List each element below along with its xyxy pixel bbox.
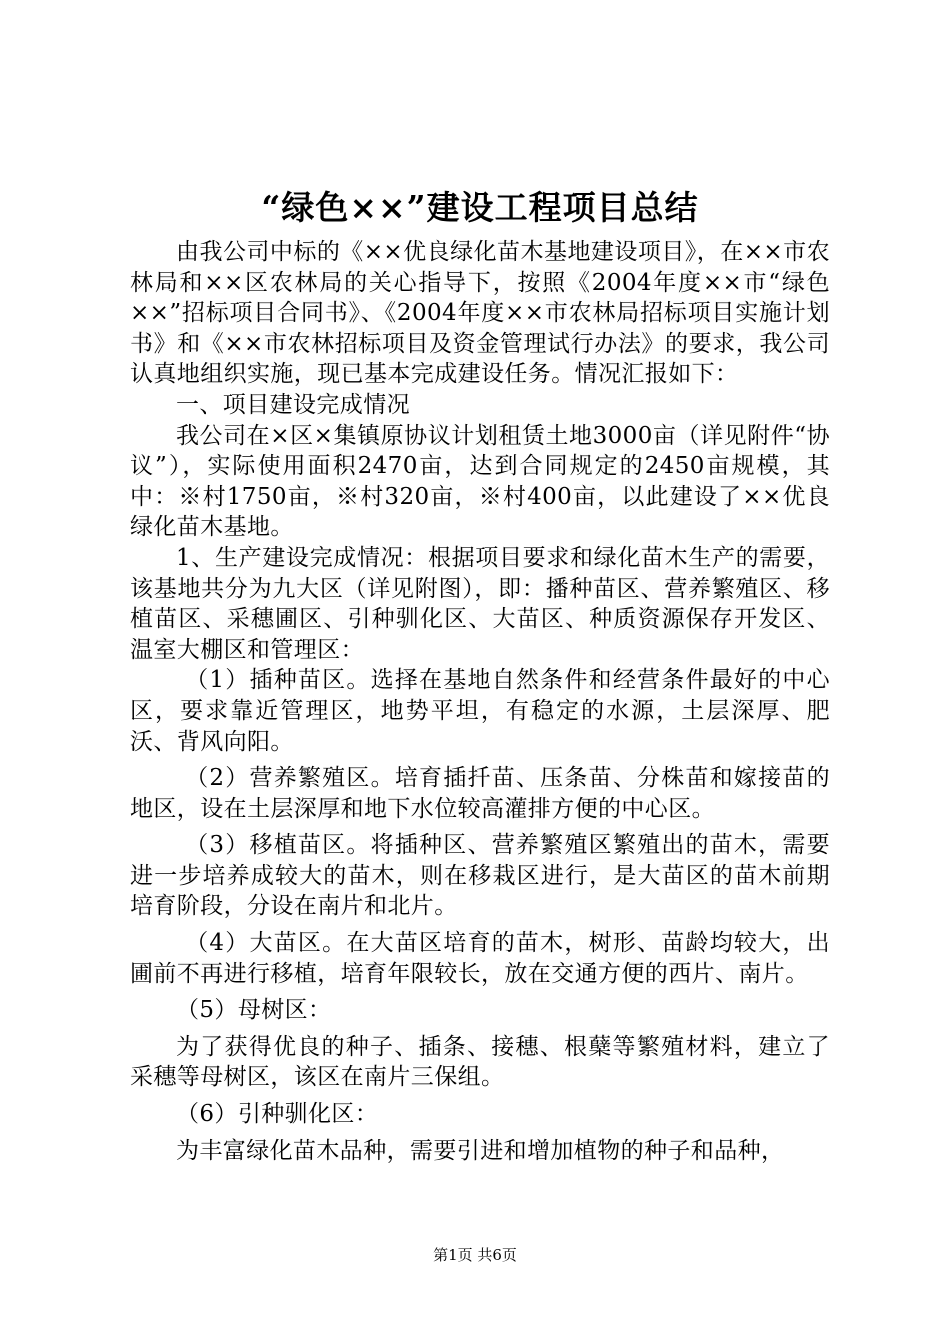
zone-3-paragraph: （3）移植苗区。将插种区、营养繁殖区繁殖出的苗木，需要进一步培养成较大的苗木，则在移栽区进行，是大苗区的苗木前期培育阶段，分设在南片和北片。	[130, 832, 830, 920]
intro-paragraph: 由我公司中标的《××优良绿化苗木基地建设项目》，在××市农林局和××区农林局的关心指导下，按照《2004年度××市“绿色××”招标项目合同书》、《2004年度××市农林局招标项目实施计划书》和《××市农林招标项目及资金管理试行办法》的要求，我公司认真地组织实施，现已基本完成建设任务。情况汇报如下：	[130, 239, 830, 388]
zone-5-paragraph: 为了获得优良的种子、插条、接穗、根蘖等繁殖材料，建立了采穗等母树区，该区在南片三保组。	[130, 1033, 830, 1091]
production-paragraph: 1、生产建设完成情况：根据项目要求和绿化苗木生产的需要，该基地共分为九大区（详见附图），即：播种苗区、营养繁殖区、移植苗区、采穗圃区、引种驯化区、大苗区、种质资源保存开发区、温室大棚区和管理区：	[130, 544, 830, 663]
zone-1-paragraph: （1）插种苗区。选择在基地自然条件和经营条件最好的中心区，要求靠近管理区，地势平坦，有稳定的水源，土层深厚、肥沃、背风向阳。	[130, 667, 830, 755]
document-body	[130, 237, 830, 1166]
zone-6-heading: （6）引种驯化区：	[176, 1101, 379, 1128]
section-heading-1: 一、项目建设完成情况	[176, 391, 410, 418]
page-footer: 第1页 共6页	[433, 1246, 517, 1264]
zone-2-paragraph: （2）营养繁殖区。培育插扦苗、压条苗、分株苗和嫁接苗的地区，设在土层深厚和地下水位较高灌排方便的中心区。	[130, 765, 830, 822]
zone-6-paragraph: 为丰富绿化苗木品种，需要引进和增加植物的种子和品种，	[176, 1137, 785, 1164]
land-paragraph: 我公司在×区×集镇原协议计划租赁土地3000亩（详见附件“协议”），实际使用面积2470亩，达到合同规定的2450亩规模，其中：※村1750亩，※村320亩，※村400亩，以此建设了××优良绿化苗木基地。	[130, 422, 830, 541]
zone-4-paragraph: （4）大苗区。在大苗区培育的苗木，树形、苗龄均较大，出圃前不再进行移植，培育年限较长，放在交通方便的西片、南片。	[130, 930, 830, 987]
zone-5-heading: （5）母树区：	[176, 997, 332, 1024]
document-title: “绿色××”建设工程项目总结	[261, 188, 699, 227]
